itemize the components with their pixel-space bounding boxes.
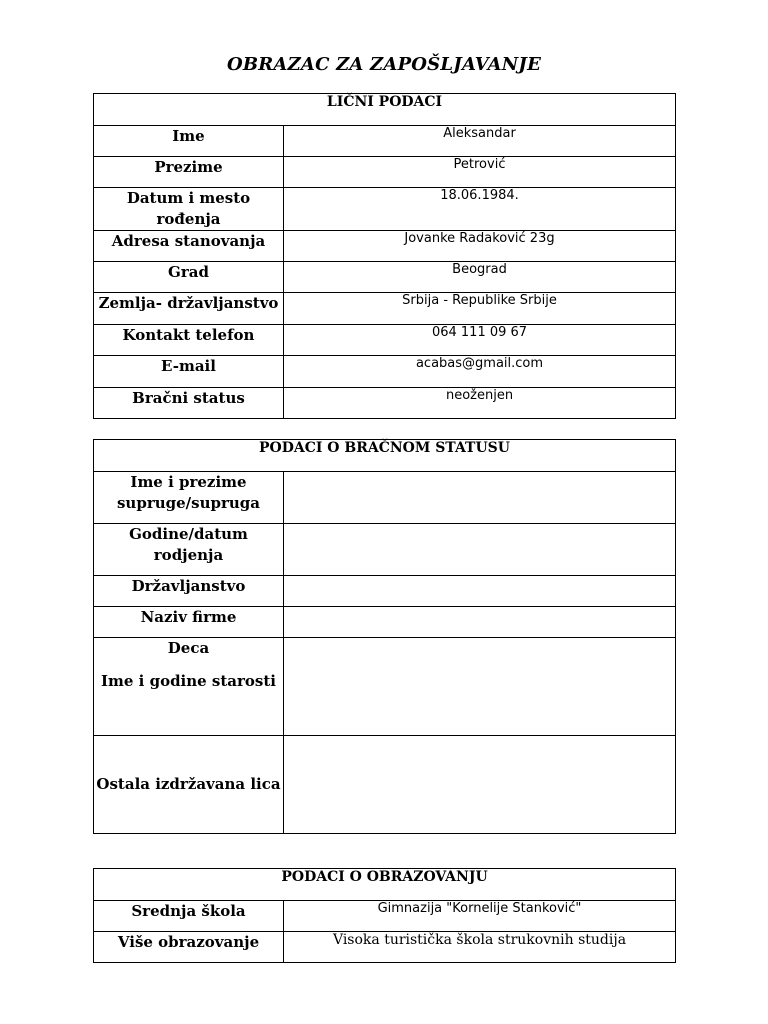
row-label-company-name: Naziv firme <box>94 607 284 638</box>
row-label-marital-status: Bračni status <box>94 388 284 419</box>
table-row <box>94 524 676 576</box>
children-sublabel: Ime i godine starosti <box>101 672 276 690</box>
table-row <box>94 293 676 325</box>
row-label-first-name: Ime <box>94 126 284 157</box>
row-label-spouse-name: Ime i prezime supruge/supruga <box>94 472 284 524</box>
row-value-birth-date-place: 18.06.1984. <box>284 188 676 231</box>
row-value-children <box>284 638 676 736</box>
children-label: Deca <box>167 639 210 657</box>
row-value-dependents <box>284 736 676 834</box>
table-row <box>94 157 676 188</box>
row-label-address: Adresa stanovanja <box>94 231 284 262</box>
table-row <box>94 638 676 736</box>
row-value-spouse-citizenship <box>284 576 676 607</box>
table-row <box>94 231 676 262</box>
form-title: OBRAZAC ZA ZAPOŠLJAVANJE <box>226 54 542 75</box>
table-row <box>94 901 676 932</box>
table-header-row <box>94 94 676 126</box>
row-label-higher-education: Više obrazovanje <box>94 932 284 963</box>
table-row <box>94 325 676 356</box>
table-header-row <box>94 869 676 901</box>
table-row <box>94 736 676 834</box>
personal-data-header: LIČNI PODACI <box>94 94 676 126</box>
education-table <box>93 868 676 963</box>
row-label-birth-date-place: Datum i mesto rođenja <box>94 188 284 231</box>
row-label-citizenship: Zemlja- državljanstvo <box>94 293 284 325</box>
education-header: PODACI O OBRAZOVANJU <box>94 869 676 901</box>
row-label-phone: Kontakt telefon <box>94 325 284 356</box>
personal-data-table <box>93 93 676 419</box>
table-row <box>94 356 676 388</box>
marital-status-table <box>93 439 676 834</box>
row-value-email: acabas@gmail.com <box>284 356 676 388</box>
row-label-dependents: Ostala izdržavana lica <box>94 736 284 834</box>
row-label-spouse-citizenship: Državljanstvo <box>94 576 284 607</box>
row-value-last-name: Petrović <box>284 157 676 188</box>
row-label-spouse-birth: Godine/datum rodjenja <box>94 524 284 576</box>
row-value-high-school: Gimnazija "Kornelije Stanković" <box>284 901 676 932</box>
row-label-children <box>94 638 284 736</box>
table-row <box>94 188 676 231</box>
row-label-email: E-mail <box>94 356 284 388</box>
table-row <box>94 932 676 963</box>
table-row <box>94 607 676 638</box>
table-header-row <box>94 440 676 472</box>
table-row <box>94 262 676 293</box>
row-value-city: Beograd <box>284 262 676 293</box>
table-row <box>94 388 676 419</box>
row-value-first-name: Aleksandar <box>284 126 676 157</box>
row-value-citizenship: Srbija - Republike Srbije <box>284 293 676 325</box>
row-value-phone: 064 111 09 67 <box>284 325 676 356</box>
row-label-last-name: Prezime <box>94 157 284 188</box>
row-value-higher-education: Visoka turistička škola strukovnih studija <box>284 932 676 963</box>
row-label-city: Grad <box>94 262 284 293</box>
table-row <box>94 472 676 524</box>
table-row <box>94 576 676 607</box>
marital-status-header: PODACI O BRAČNOM STATUSU <box>94 440 676 472</box>
row-value-address: Jovanke Radaković 23g <box>284 231 676 262</box>
row-value-company-name <box>284 607 676 638</box>
table-row <box>94 126 676 157</box>
row-value-spouse-birth <box>284 524 676 576</box>
row-label-high-school: Srednja škola <box>94 901 284 932</box>
row-value-spouse-name <box>284 472 676 524</box>
row-value-marital-status: neoženjen <box>284 388 676 419</box>
